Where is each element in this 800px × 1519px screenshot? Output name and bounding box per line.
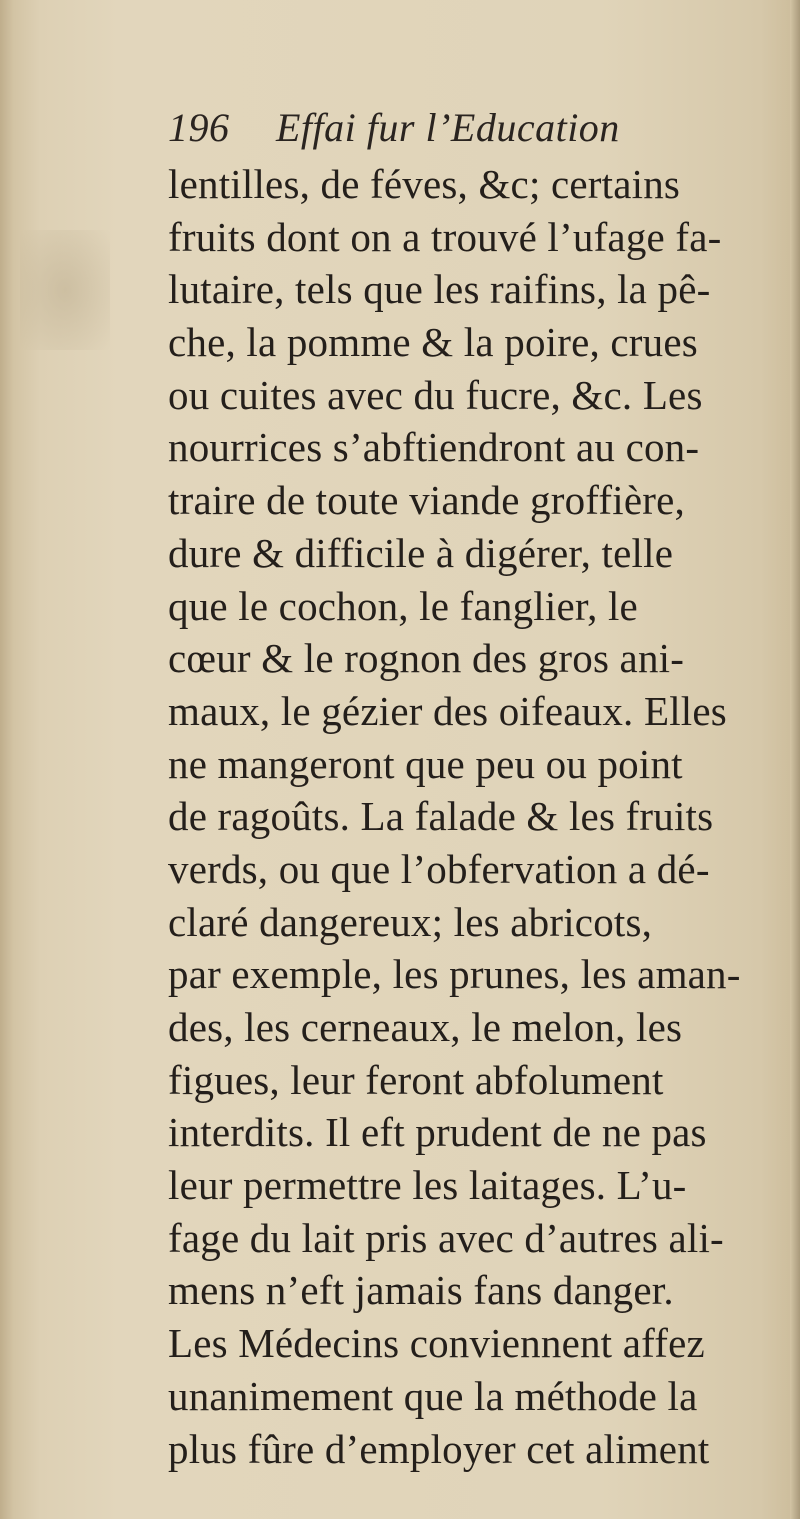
page-number: 196	[168, 105, 230, 150]
text-line: ne mangeront que peu ou point	[168, 740, 683, 787]
text-line: nourrices s’abftiendront au con-	[168, 424, 700, 471]
text-line: unanimement que la méthode la	[168, 1372, 698, 1419]
text-line: ou cuites avec du fucre, &c. Les	[168, 371, 703, 418]
text-line: mens n’eft jamais fans danger.	[168, 1267, 674, 1314]
running-title: Effai fur l’Education	[276, 105, 620, 150]
text-line: che, la pomme & la poire, crues	[168, 319, 698, 366]
text-line: leur permettre les laitages. L’u-	[168, 1162, 687, 1209]
text-line: par exemple, les prunes, les aman-	[168, 951, 741, 998]
text-line: que le cochon, le fanglier, le	[168, 582, 638, 629]
text-line: fage du lait pris avec d’autres ali-	[168, 1214, 724, 1261]
page-left-edge	[0, 0, 14, 1519]
text-line: cœur & le rognon des gros ani-	[168, 635, 685, 682]
text-line: interdits. Il eft prudent de ne pas	[168, 1109, 707, 1156]
text-line: des, les cerneaux, le melon, les	[168, 1004, 683, 1050]
text-line: claré dangereux; les abricots,	[168, 898, 653, 945]
text-line: lentilles, de féves, &c; certains	[168, 161, 681, 207]
text-line: dure & difficile à digérer, telle	[168, 529, 674, 576]
text-line: traire de toute viande groffière,	[168, 477, 685, 524]
text-line: maux, le gézier des oifeaux. Elles	[168, 687, 727, 734]
paper-stain	[20, 230, 110, 350]
text-line: Les Médecins conviennent affez	[168, 1320, 705, 1367]
text-line: de ragoûts. La falade & les fruits	[168, 793, 714, 840]
text-line: plus fûre d’employer cet aliment	[168, 1425, 710, 1472]
text-line: figues, leur feront abfolument	[168, 1056, 664, 1103]
text-line: fruits dont on a trouvé l’ufage fa-	[168, 213, 722, 260]
page-header	[168, 104, 620, 151]
text-line: verds, ou que l’obfervation a dé-	[168, 845, 710, 892]
text-line: lutaire, tels que les raifins, la pê-	[168, 266, 711, 313]
body-text	[168, 158, 793, 1475]
